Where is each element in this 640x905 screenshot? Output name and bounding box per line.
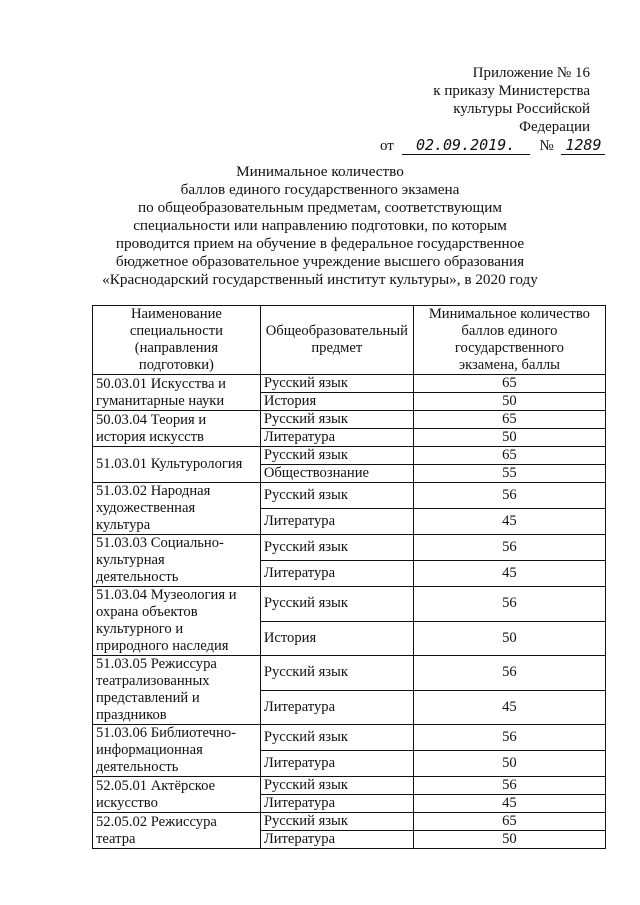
specialty-line: представлений и — [96, 690, 200, 706]
specialty-line: 51.03.06 Библиотечно- — [96, 725, 236, 741]
handwritten-order-number: 1289 — [561, 136, 605, 155]
specialty-line: культурная — [96, 552, 165, 568]
score-cell: 45 — [413, 509, 605, 535]
header-line: Минимальное количество — [428, 306, 590, 322]
specialty-cell — [93, 535, 261, 587]
table-row — [93, 777, 606, 795]
specialty-line: 50.03.01 Искусства и — [96, 375, 226, 392]
subject-cell: Литература — [260, 751, 413, 777]
subject-cell: Русский язык — [260, 375, 413, 393]
header-line: подготовки) — [138, 357, 214, 373]
score-cell: 65 — [413, 447, 605, 465]
subject-cell: Русский язык — [260, 813, 413, 831]
specialty-line: деятельность — [96, 759, 179, 775]
appendix-order-ref: к приказу Министерства — [433, 83, 590, 99]
subject-cell: Русский язык — [260, 725, 413, 751]
title-line: проводится прием на обучение в федеральное государственное — [115, 235, 525, 252]
specialty-line: искусство — [96, 794, 158, 811]
subject-cell: Литература — [260, 795, 413, 813]
specialty-line: культура — [96, 517, 151, 533]
score-cell: 56 — [413, 483, 605, 509]
document-title — [100, 163, 540, 289]
subject-cell: История — [260, 621, 413, 656]
table-row — [93, 483, 606, 509]
table-row — [93, 535, 606, 561]
header-min-score — [413, 306, 605, 375]
subject-cell: Литература — [260, 690, 413, 725]
subject-cell: Литература — [260, 561, 413, 587]
score-cell: 55 — [413, 465, 605, 483]
header-subject — [260, 306, 413, 375]
table-row — [93, 447, 606, 465]
date-prefix: от — [380, 138, 394, 154]
specialty-line: 51.03.01 Культурология — [96, 456, 243, 472]
score-cell: 45 — [413, 561, 605, 587]
subject-cell: Литература — [260, 831, 413, 849]
header-line: (направления — [134, 340, 219, 356]
specialty-cell — [93, 447, 261, 483]
subject-cell: Литература — [260, 509, 413, 535]
specialty-line: 50.03.04 Теория и — [96, 411, 207, 428]
min-scores-table — [92, 305, 606, 849]
score-cell: 50 — [413, 429, 605, 447]
subject-cell: Русский язык — [260, 411, 413, 429]
number-prefix: № — [539, 138, 554, 154]
subject-cell: Русский язык — [260, 483, 413, 509]
header-line: государственного — [454, 340, 564, 356]
score-cell: 65 — [413, 813, 605, 831]
title-line: бюджетное образовательное учреждение высшего образования — [115, 253, 525, 270]
specialty-line: охрана объектов — [96, 604, 198, 620]
specialty-line: гуманитарные науки — [96, 392, 225, 409]
table-row — [93, 411, 606, 429]
score-cell: 50 — [413, 393, 605, 411]
specialty-cell — [93, 656, 261, 725]
score-cell: 65 — [413, 375, 605, 393]
table-row — [93, 656, 606, 691]
specialty-line: культурного и — [96, 621, 184, 637]
specialty-line: природного наследия — [96, 638, 229, 654]
specialty-line: праздников — [96, 707, 167, 723]
score-cell: 50 — [413, 751, 605, 777]
specialty-line: деятельность — [96, 569, 179, 585]
score-cell: 50 — [413, 621, 605, 656]
subject-cell: Русский язык — [260, 587, 413, 622]
appendix-ministry: культуры Российской Федерации — [453, 101, 590, 135]
specialty-cell — [93, 777, 261, 813]
score-cell: 56 — [413, 777, 605, 795]
score-cell: 45 — [413, 795, 605, 813]
specialty-line: 52.05.01 Актёрское — [96, 777, 216, 794]
title-line: по общеобразовательным предметам, соответствующим — [138, 199, 502, 216]
score-cell: 56 — [413, 656, 605, 691]
score-cell: 45 — [413, 690, 605, 725]
specialty-cell — [93, 375, 261, 411]
handwritten-date: 02.09.2019. — [402, 136, 530, 155]
specialty-line: история искусств — [96, 428, 204, 445]
subject-cell: Русский язык — [260, 777, 413, 795]
table-header-row — [93, 306, 606, 375]
header-line: Наименование — [130, 306, 222, 322]
title-line: баллов единого государственного экзамена — [180, 181, 460, 198]
specialty-line: театра — [96, 830, 136, 847]
specialty-cell — [93, 587, 261, 656]
table-row — [93, 375, 606, 393]
specialty-line: 51.03.04 Музеология и — [96, 587, 237, 603]
specialty-line: информационная — [96, 742, 203, 758]
subject-cell: История — [260, 393, 413, 411]
subject-cell: Обществознание — [260, 465, 413, 483]
header-line: специальности — [129, 323, 223, 339]
specialty-line: 51.03.03 Социально- — [96, 535, 224, 551]
specialty-cell — [93, 411, 261, 447]
title-line: специальности или направлению подготовки, по которым — [133, 217, 507, 234]
score-cell: 50 — [413, 831, 605, 849]
subject-cell: Русский язык — [260, 656, 413, 691]
specialty-line: 51.03.05 Режиссура — [96, 656, 217, 672]
subject-cell: Русский язык — [260, 447, 413, 465]
title-line: Минимальное количество — [236, 163, 404, 180]
specialty-line: 52.05.02 Режиссура — [96, 813, 217, 830]
score-cell: 56 — [413, 587, 605, 622]
order-date-number-line — [380, 136, 602, 155]
subject-cell: Русский язык — [260, 535, 413, 561]
score-cell: 56 — [413, 535, 605, 561]
score-cell: 65 — [413, 411, 605, 429]
specialty-line: театрализованных — [96, 673, 210, 689]
header-specialty — [93, 306, 261, 375]
score-cell: 56 — [413, 725, 605, 751]
table-row — [93, 725, 606, 751]
appendix-header — [380, 64, 602, 155]
specialty-cell — [93, 725, 261, 777]
subject-cell: Литература — [260, 429, 413, 447]
title-line: «Краснодарский государственный институт культуры», в 2020 году — [102, 271, 538, 288]
specialty-line: художественная — [96, 500, 196, 516]
appendix-number: Приложение № 16 — [472, 65, 590, 81]
specialty-cell — [93, 483, 261, 535]
specialty-cell — [93, 813, 261, 849]
header-line: Общеобразовательный — [265, 323, 408, 339]
specialty-line: 51.03.02 Народная — [96, 483, 211, 499]
header-line: предмет — [311, 340, 363, 356]
header-line: баллов единого — [461, 323, 558, 339]
table-row — [93, 587, 606, 622]
table-row — [93, 813, 606, 831]
header-line: экзамена, баллы — [458, 357, 560, 373]
